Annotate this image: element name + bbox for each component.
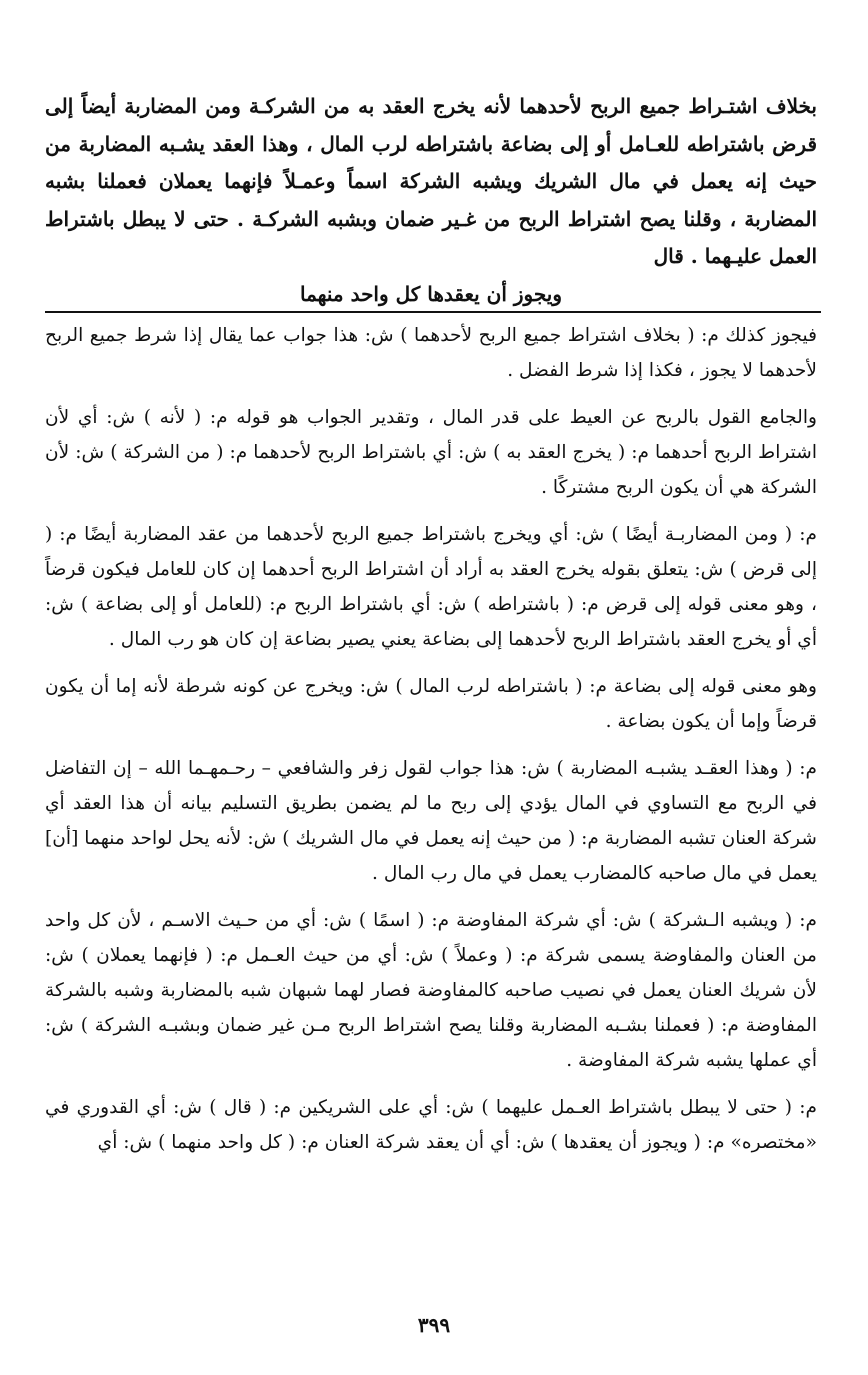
matn-text: بخلاف اشتـراط جميع الربح لأحدهما لأنه يخرج العقد به من الشركـة ومن المضاربة أيضاً إلى قرض باشتراطه للعـامل أو إلى بضاعة باشتراطه لرب المال ، وهذا العقد يشـبه المضاربة من حيث إنه يعمل في مال الشريك ويشبه الشركة اسماً وعمـلاً فإنهما يعملان فعملنا بشبه المضاربة ، وقلنا يصح اشتراط الربح من غـير ضمان وبشبه الشركـة . حتى لا يبطل باشتراط العمل عليـهما . قال [45,94,817,268]
sharh-paragraph-6: م: ( ويشبه الـشركة ) ش: أي شركة المفاوضة م: ( اسمًا ) ش: أي من حـيث الاسـم ، لأن كل واحد من العنان والمفاوضة يسمى شركة م: ( وعملاً ) ش: أي من حيث العـمل م: ( فإنهما يعملان ) ش: لأن شريك العنان يعمل في نصيب صاحبه كالمفاوضة فصار لهما شبهان شبه بالمضاربة وشبه بالشركة المفاوضة م: ( فعملنا بشـبه المضاربة وقلنا يصح اشتراط الربح مـن غير ضمان وبشبـه الشركة ) ش: أي عملها يشبه شركة المفاوضة . [45,910,817,1071]
sharh-paragraph-2: والجامع القول بالربح عن العيط على قدر المال ، وتقدير الجواب هو قوله م: ( لأنه ) ش: أي لأن اشتراط الربح أحدهما م: ( يخرج العقد به ) ش: أي باشتراط الربح لأحدهما م: ( من الشركة ) ش: لأن الشركة هي أن يكون الربح مشتركًا . [45,407,817,498]
separator-rule [45,311,821,313]
page-number: ٣٩٩ [417,1313,451,1337]
sharh-paragraph-5: م: ( وهذا العقـد يشبـه المضاربة ) ش: هذا جواب لقول زفر والشافعي – رحـمهـما الله – إن التفاضل في الربح مع التساوي في المال يؤدي إلى ربح ما لم يضمن بطريق التسليم بيانه أن هذا العقد أي شركة العنان تشبه المضاربة م: ( من حيث إنه يعمل في مال الشريك ) ش: لأنه يحل لواحد منهما [أن] يعمل في مال صاحبه كالمضارب يعمل في مال رب المال . [45,758,817,884]
matn-text-block [45,88,817,313]
sharh-paragraph-7: م: ( حتى لا يبطل باشتراط العـمل عليهما ) ش: أي على الشريكين م: ( قال ) ش: أي القدوري في «مختصره» م: ( ويجوز أن يعقدها ) ش: أي أن يعقد شركة العنان م: ( كل واحد منهما ) ش: أي [45,1097,817,1153]
sharh-paragraph-1: فيجوز كذلك م: ( بخلاف اشتراط جميع الربح لأحدهما ) ش: هذا جواب عما يقال إذا شرط جميع الربح لأحدهما لا يجوز ، فكذا إذا شرط الفضل . [45,325,817,381]
sharh-paragraph-3: م: ( ومن المضاربـة أيضًا ) ش: أي ويخرج باشتراط جميع الربح لأحدهما من عقد المضاربة أيضًا م: ( إلى قرض ) ش: يتعلق بقوله يخرج العقد به أراد أن اشتراط الربح أحدهما إن كان للعامل فيكون قرضاً ، وهو معنى قوله إلى قرض م: ( باشتراطه ) ش: أي باشتراط الربح م: (للعامل أو إلى بضاعة ) ش: أي أو يخرج العقد باشتراط الربح لأحدهما إلى بضاعة يعني يصير بضاعة إن كان هو رب المال . [45,524,817,650]
sharh-paragraph-4: وهو معنى قوله إلى بضاعة م: ( باشتراطه لرب المال ) ش: ويخرج عن كونه شرطة لأنه إما أن يكون قرضاً وإما أن يكون بضاعة . [45,676,817,732]
matn-last-line: ويجوز أن يعقدها كل واحد منهما [299,281,563,306]
sharh-commentary [45,318,817,1172]
